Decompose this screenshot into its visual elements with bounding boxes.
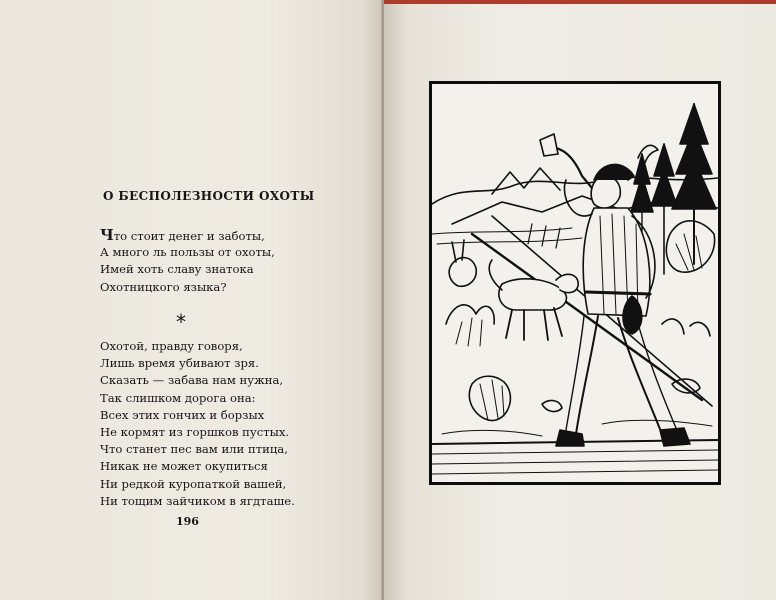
verse-line: Всех этих гончих и борзых: [100, 407, 265, 422]
verse-line: Охотой, правду говоря,: [100, 339, 243, 353]
verse-line: [100, 227, 275, 244]
poem-title: О БЕСПОЛЕЗНОСТИ ОХОТЫ: [103, 189, 315, 203]
page-top-edge: [384, 0, 776, 4]
verse-line: А много ль пользы от охоты,: [100, 245, 275, 260]
verse-line: Охотницкого языка?: [100, 279, 227, 294]
hunter-woodcut-image: [432, 84, 718, 482]
left-page: [0, 0, 382, 600]
verse-line: Никак не может окупиться: [100, 459, 268, 474]
drop-cap: Ч: [100, 226, 114, 244]
verse-line-rest: то стоит денег и заботы,: [113, 229, 265, 243]
woodcut-illustration: [429, 81, 721, 485]
stanza-separator: *: [176, 310, 186, 334]
verse-line: Сказать — забава нам нужна,: [100, 373, 284, 388]
verse-line: Имей хоть славу знатока: [100, 262, 254, 277]
verse-line: Ни редкой куропаткой вашей,: [100, 476, 287, 491]
verse-line: Что станет пес вам или птица,: [100, 442, 288, 457]
page-number: 196: [176, 515, 199, 528]
stanza-2: [100, 338, 295, 510]
verse-line: Не кормят из горшков пустых.: [100, 424, 290, 439]
verse-line: Лишь время убивают зря.: [100, 356, 259, 371]
verse-line: Ни тощим зайчиком в ягдташе.: [100, 493, 295, 508]
verse-line: Так слишком дорога она:: [100, 390, 256, 405]
stanza-1: [100, 227, 275, 296]
